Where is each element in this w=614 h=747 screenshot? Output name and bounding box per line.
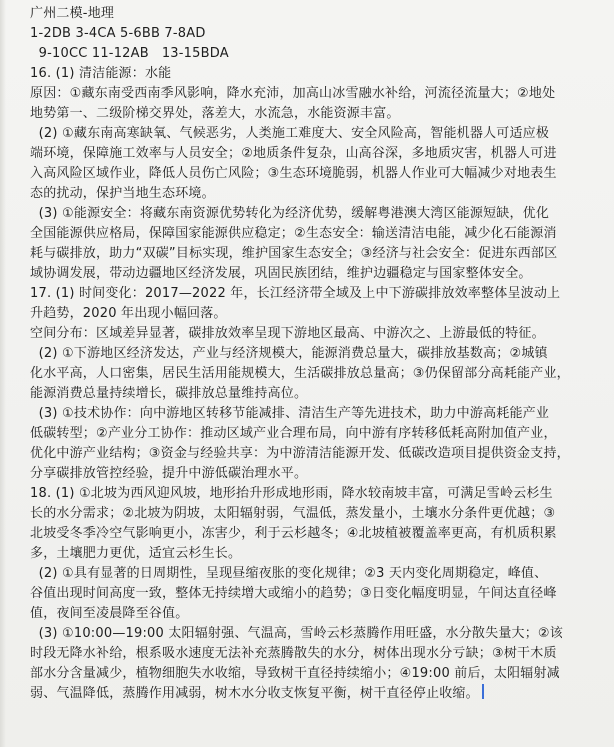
q16-line: 16. (1) 清洁能源：水能 [30,66,172,81]
q18-line: 多，土壤肥力更优，适宜云杉生长。 [30,546,242,561]
question-18 [30,484,602,704]
choice-answers-line: 1-2DB 3-4CA 5-6BB 7-8AD [30,26,206,41]
q18-line: 时段无降水补给，根系吸水速度无法补充蒸腾散失的水分，树体出现水分亏缺；③树干木质 [30,646,557,661]
q17-line: 化水平高，人口密集，居民生活用能规模大，生活碳排放总量高；③仍保留部分高耗能产业， [30,366,570,381]
q16-line: 原因：①藏东南受西南季风影响，降水充沛，加高山冰雪融水补给，河流径流量大；②地处 [30,86,556,101]
q16-line: 耗与碳排放，助力“双碳”目标实现，维护国家生态安全；③经济与社会安全：促进东西部区 [30,246,558,261]
q17-line: 低碳转型；②产业分工协作：推动区域产业合理布局，向中游有序转移低耗高附加值产业， [30,426,557,441]
q16-line: 全国能源供应格局，保障国家能源供应稳定；②生态安全：输送清洁电能，减少化石能源消 [30,226,557,241]
q17-line: 升趋势，2020 年出现小幅回落。 [30,306,227,321]
q16-line: 地势第一、二级阶梯交界处，落差大，水流急，水能资源丰富。 [30,106,400,121]
q16-line: (3) ①能源安全：将藏东南资源优势转化为经济优势，缓解粤港澳大湾区能源短缺，优化 [30,206,550,221]
q18-line: 北坡受冬季冷空气影响更小，冻害少，利于云杉越冬；④北坡植被覆盖率更高，有机质积累 [30,526,557,541]
q18-line: 长的水分需求；②北坡为阴坡，太阳辐射弱，气温低，蒸发量小，土壤水分条件更优越；③ [30,506,556,521]
q17-line: (2) ①下游地区经济发达，产业与经济规模大，能源消费总量大，碳排放基数高；②城镇 [30,346,548,361]
q16-line: 端环境，保障施工效率与人员安全；②地质条件复杂，山高谷深，多地质灾害，机器人可进 [30,146,557,161]
q18-line: (3) ①10:00—19:00 太阳辐射强、气温高，雪岭云杉蒸腾作用旺盛，水分散失量大；②该 [30,626,563,641]
q18-line: 弱、气温降低，蒸腾作用减弱，树木水分收支恢复平衡，树干直径停止收缩。 [30,686,479,701]
question-17 [30,284,602,484]
answer-document [30,4,602,704]
q18-line: 18. (1) ①北坡为西风迎风坡，地形抬升形成地形雨，降水较南坡丰富，可满足雪岭云杉生 [30,486,553,501]
q17-line: 优化中游产业结构；③资金与经验共享：为中游清洁能源开发、低碳改造项目提供资金支持， [30,446,570,461]
choice-answers-line: 9-10CC 11-12AB 13-15BDA [30,46,229,61]
q16-line: 态的扰动，保护当地生态环境。 [30,186,215,201]
q17-line: 空间分布：区域差异显著，碳排放效率呈现下游地区最高、中游次之、上游最低的特征。 [30,326,545,341]
question-16 [30,64,602,284]
page-edge-shadow [0,0,6,747]
q18-line: 谷值出现时间高度一致，整体无持续增大或缩小的趋势；③日变化幅度明显，午间达直径峰 [30,586,557,601]
q18-line: 值，夜间至凌晨降至谷值。 [30,606,189,621]
q17-line: 17. (1) 时间变化：2017—2022 年，长江经济带全域及上中下游碳排放效率整体呈波动上 [30,286,561,301]
q18-line: 部水分含量减少，植物细胞失水收缩，导致树干直径持续缩小；④19:00 前后，太阳辐射减 [30,666,560,681]
q17-line: 分享碳排放管控经验，提升中游低碳治理水平。 [30,466,308,481]
q17-line: (3) ①技术协作：向中游地区转移节能减排、清洁生产等先进技术，助力中游高耗能产业 [30,406,550,421]
text-cursor [482,684,484,699]
choice-answers [30,24,602,64]
q16-line: 入高风险区域作业，降低人员伤亡风险；③生态环境脆弱，机器人作业可大幅减少对地表生 [30,166,557,181]
q16-line: (2) ①藏东南高寒缺氧、气候恶劣，人类施工难度大、安全风险高，智能机器人可适应极 [30,126,550,141]
q18-line: (2) ①具有显著的日周期性，呈现昼缩夜胀的变化规律；②3 天内变化周期稳定，峰值、 [30,566,548,581]
doc-title: 广州二模-地理 [30,6,115,21]
q16-line: 域协调发展，带动边疆地区经济发展，巩固民族团结，维护边疆稳定与国家整体安全。 [30,266,532,281]
q18-last-line [30,684,602,704]
q17-line: 能源消费总量持续增长，碳排放总量维持高位。 [30,386,308,401]
